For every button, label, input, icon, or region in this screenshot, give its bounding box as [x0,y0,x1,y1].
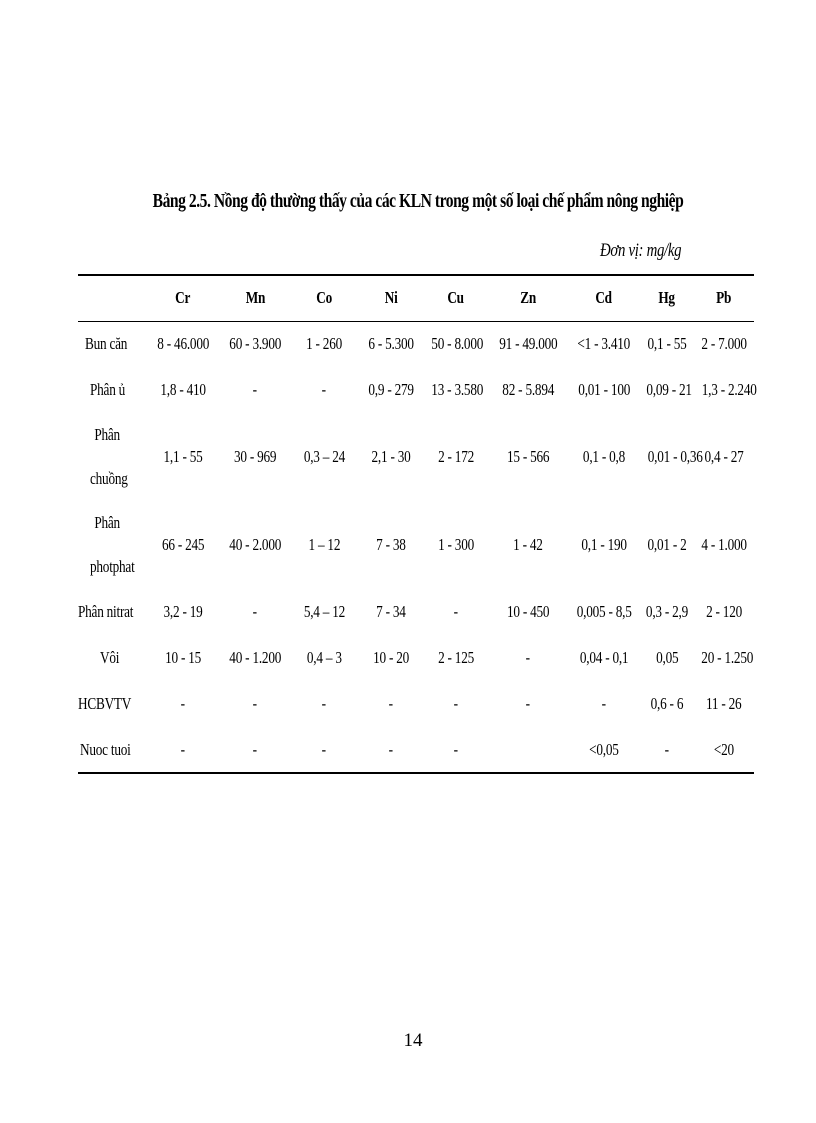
table-cell: 40 - 2.000 [229,535,281,554]
table-cell: 1 - 42 [513,535,543,554]
header-cell: Ni [358,275,424,321]
table-cell: - [321,380,327,399]
table-cell: - [388,694,394,713]
table-cell: - [424,727,488,773]
table-cell: 7 - 34 [376,602,406,621]
table-cell: - [525,648,531,667]
table-cell: 0,6 - 6 [650,694,684,713]
table-cell: - [453,694,459,713]
table-cell: - [358,727,424,773]
table-cell: <0,05 [568,727,640,773]
table-cell: 82 - 5.894 [502,380,554,399]
table-cell: 13 - 3.580 [431,380,484,399]
table-row [78,321,754,367]
unit-label: Đơn vị: mg/kg [600,240,682,261]
table-cell: 3,2 - 19 [163,602,203,621]
table-cell: 2 - 172 [438,447,474,466]
table-cell: <20 [694,727,754,773]
row-label: Phân ủ [89,380,125,399]
header-cell: Hg [640,275,694,321]
table-cell: 8 - 46.000 [157,334,209,354]
table-cell: 50 - 8.000 [431,334,484,354]
table-cell: 2,1 - 30 [371,447,411,466]
table-cell: 15 - 566 [506,447,550,466]
header-cell: Pb [694,275,754,321]
table-cell: 2 - 120 [706,602,742,621]
metal-concentration-table [78,274,757,774]
table-cell: 66 - 245 [161,535,205,554]
table-cell: 1,1 - 55 [163,447,203,466]
table-cell: 0,1 - 190 [581,535,627,554]
table-cell: - [180,694,186,713]
table-row [78,367,754,413]
header-cell: Co [290,275,358,321]
table-cell: 40 - 1.200 [229,648,281,667]
table-cell: 0,1 - 0,8 [582,447,626,466]
table-cell: 2 - 7.000 [701,334,747,354]
row-label: Phân nitrat [78,602,134,621]
table-cell: 30 - 969 [233,447,277,466]
table-cell: <1 - 3.410 [577,334,631,354]
table-cell: - [252,694,258,713]
table-cell: 1 – 12 [308,535,340,554]
table-cell: 6 - 5.300 [368,334,414,354]
table-cell: 0,1 - 55 [647,334,687,354]
row-label: Bun căn [84,334,128,354]
table-cell: 4 - 1.000 [701,535,747,554]
table-cell: 0,3 – 24 [303,447,345,466]
row-label: Nuoc tuoi [78,727,146,773]
row-label: Vôi [99,648,119,667]
table-cell: 10 - 20 [373,648,409,667]
table-title: Bảng 2.5. Nồng độ thường thấy của các KLN trong một số loại chế phẩm nông nghiệp [152,190,684,212]
table-header-row [78,275,754,321]
table-cell: - [290,727,358,773]
table-cell: 1,8 - 410 [160,380,206,399]
table-cell: - [601,694,607,713]
table-cell: 10 - 450 [506,602,550,621]
header-cell: Zn [488,275,568,321]
table-cell: 0,01 - 2 [647,535,687,554]
header-cell: Cd [568,275,640,321]
table-row [78,413,754,501]
table-cell: 10 - 15 [165,648,201,667]
table-cell: 60 - 3.900 [229,334,281,354]
table-cell: 11 - 26 [706,694,742,713]
table-row [78,635,754,681]
table-cell: 0,09 - 21 [646,380,692,399]
table-cell: 2 - 125 [438,648,474,667]
table-row [78,589,754,635]
header-cell: Cu [424,275,488,321]
table-cell: - [321,694,327,713]
table-cell: 1 - 300 [438,535,474,554]
table-cell: - [146,727,220,773]
header-cell: Mn [220,275,290,321]
table-cell: - [252,380,258,399]
table-row [78,501,754,589]
table-cell: 5,4 – 12 [303,602,345,621]
table-cell: 0,4 – 3 [306,648,342,667]
table-row [78,727,754,773]
table-cell: - [220,727,290,773]
table-cell: - [453,602,459,621]
table-cell: - [525,694,531,713]
table-cell: 20 - 1.250 [701,648,754,667]
table-cell: - [640,727,694,773]
table-row [78,681,754,727]
table-cell: 91 - 49.000 [498,334,558,354]
table-cell: 0,01 - 100 [578,380,630,399]
table-cell: 0,05 [655,648,679,667]
header-cell: Cr [146,275,220,321]
table-cell: 7 - 38 [376,535,406,554]
table-cell: 0,01 - 0,36 [647,447,703,466]
table-cell: 0,04 - 0,1 [579,648,629,667]
table-cell: 0,3 - 2,9 [645,602,689,621]
row-label: HCBVTV [78,694,132,713]
header-cell [78,275,146,321]
table-cell: 0,005 - 8,5 [576,602,632,621]
page-number: 14 [403,1030,423,1051]
table-cell: 0,9 - 279 [368,380,414,399]
table-cell [488,727,568,773]
table-cell: 0,4 - 27 [704,447,744,466]
row-label: Phân photphat [90,513,135,576]
row-label: Phân chuồng [90,425,128,488]
table-cell: 1 - 260 [306,334,342,354]
table-cell: - [252,602,258,621]
table-cell: 1,3 - 2.240 [701,380,757,399]
